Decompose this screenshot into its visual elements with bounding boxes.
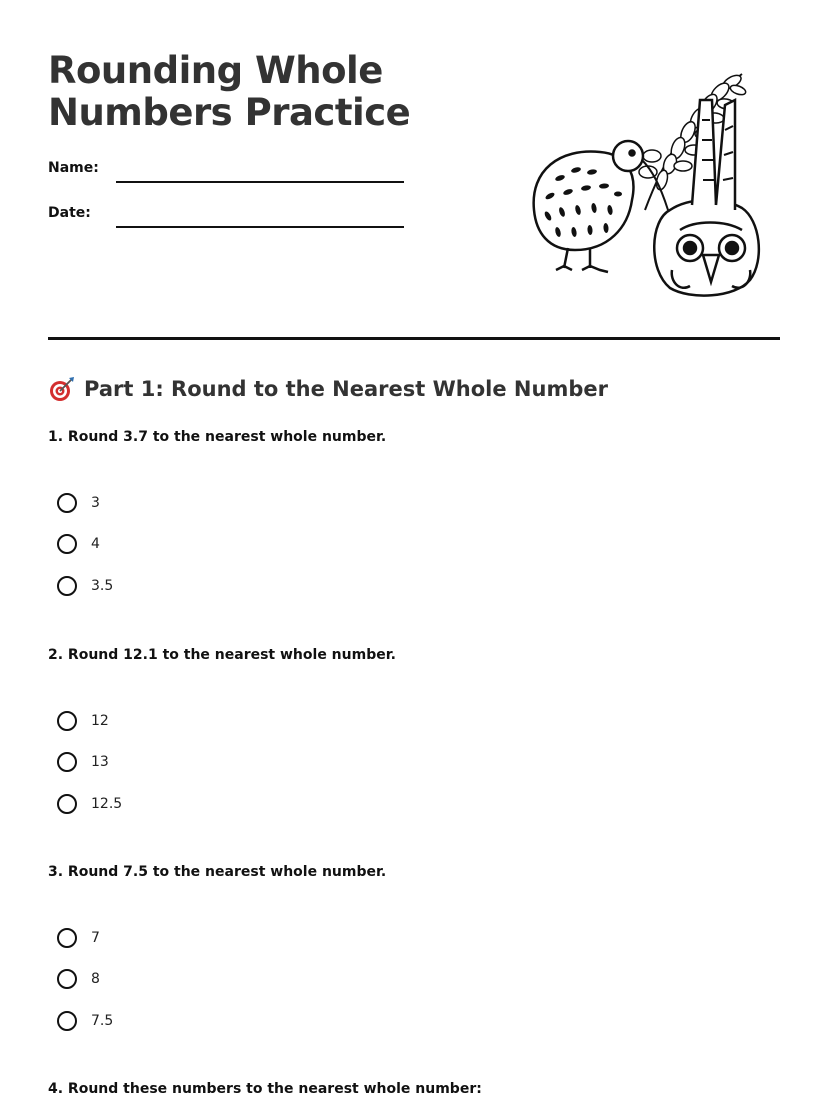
answer-option[interactable] [57, 1008, 113, 1034]
name-line[interactable] [116, 181, 404, 183]
target-dart-icon [48, 375, 76, 403]
question-4: 4. Round these numbers to the nearest whole number: [48, 1081, 482, 1097]
answer-option-label: 4 [91, 536, 100, 552]
answer-option-label: 7 [91, 930, 100, 946]
question-3: 3. Round 7.5 to the nearest whole number. [48, 864, 387, 880]
radio-button[interactable] [57, 493, 77, 513]
title-line-1: Rounding Whole [48, 49, 383, 92]
answer-option[interactable] [57, 749, 109, 775]
radio-button[interactable] [57, 711, 77, 731]
radio-button[interactable] [57, 1011, 77, 1031]
date-label: Date: [48, 205, 91, 221]
name-label: Name: [48, 160, 99, 176]
question-2: 2. Round 12.1 to the nearest whole number. [48, 647, 396, 663]
radio-button[interactable] [57, 794, 77, 814]
answer-option-label: 12.5 [91, 796, 123, 812]
answer-option[interactable] [57, 966, 100, 992]
answer-option-label: 7.5 [91, 1013, 114, 1029]
answer-option[interactable] [57, 708, 109, 734]
answer-option-label: 13 [91, 754, 109, 770]
answer-option[interactable] [57, 531, 100, 557]
radio-button[interactable] [57, 969, 77, 989]
question-1: 1. Round 3.7 to the nearest whole number. [48, 429, 387, 445]
answer-option[interactable] [57, 925, 100, 951]
part-1-heading [48, 373, 608, 405]
answer-option-label: 12 [91, 713, 109, 729]
part-1-title: Part 1: Round to the Nearest Whole Number [84, 377, 608, 401]
answer-option-label: 8 [91, 971, 100, 987]
worksheet-title [48, 50, 468, 134]
answer-option[interactable] [57, 490, 100, 516]
kiwi-bird-and-maori-carving-illustration [520, 60, 770, 310]
answer-option[interactable] [57, 791, 122, 817]
answer-option[interactable] [57, 573, 113, 599]
title-line-2: Numbers Practice [48, 91, 411, 134]
header-divider [48, 337, 780, 340]
radio-button[interactable] [57, 752, 77, 772]
tiki-carving-icon [654, 100, 759, 296]
radio-button[interactable] [57, 534, 77, 554]
radio-button[interactable] [57, 928, 77, 948]
answer-option-label: 3.5 [91, 578, 114, 594]
radio-button[interactable] [57, 576, 77, 596]
answer-option-label: 3 [91, 495, 100, 511]
date-line[interactable] [116, 226, 404, 228]
